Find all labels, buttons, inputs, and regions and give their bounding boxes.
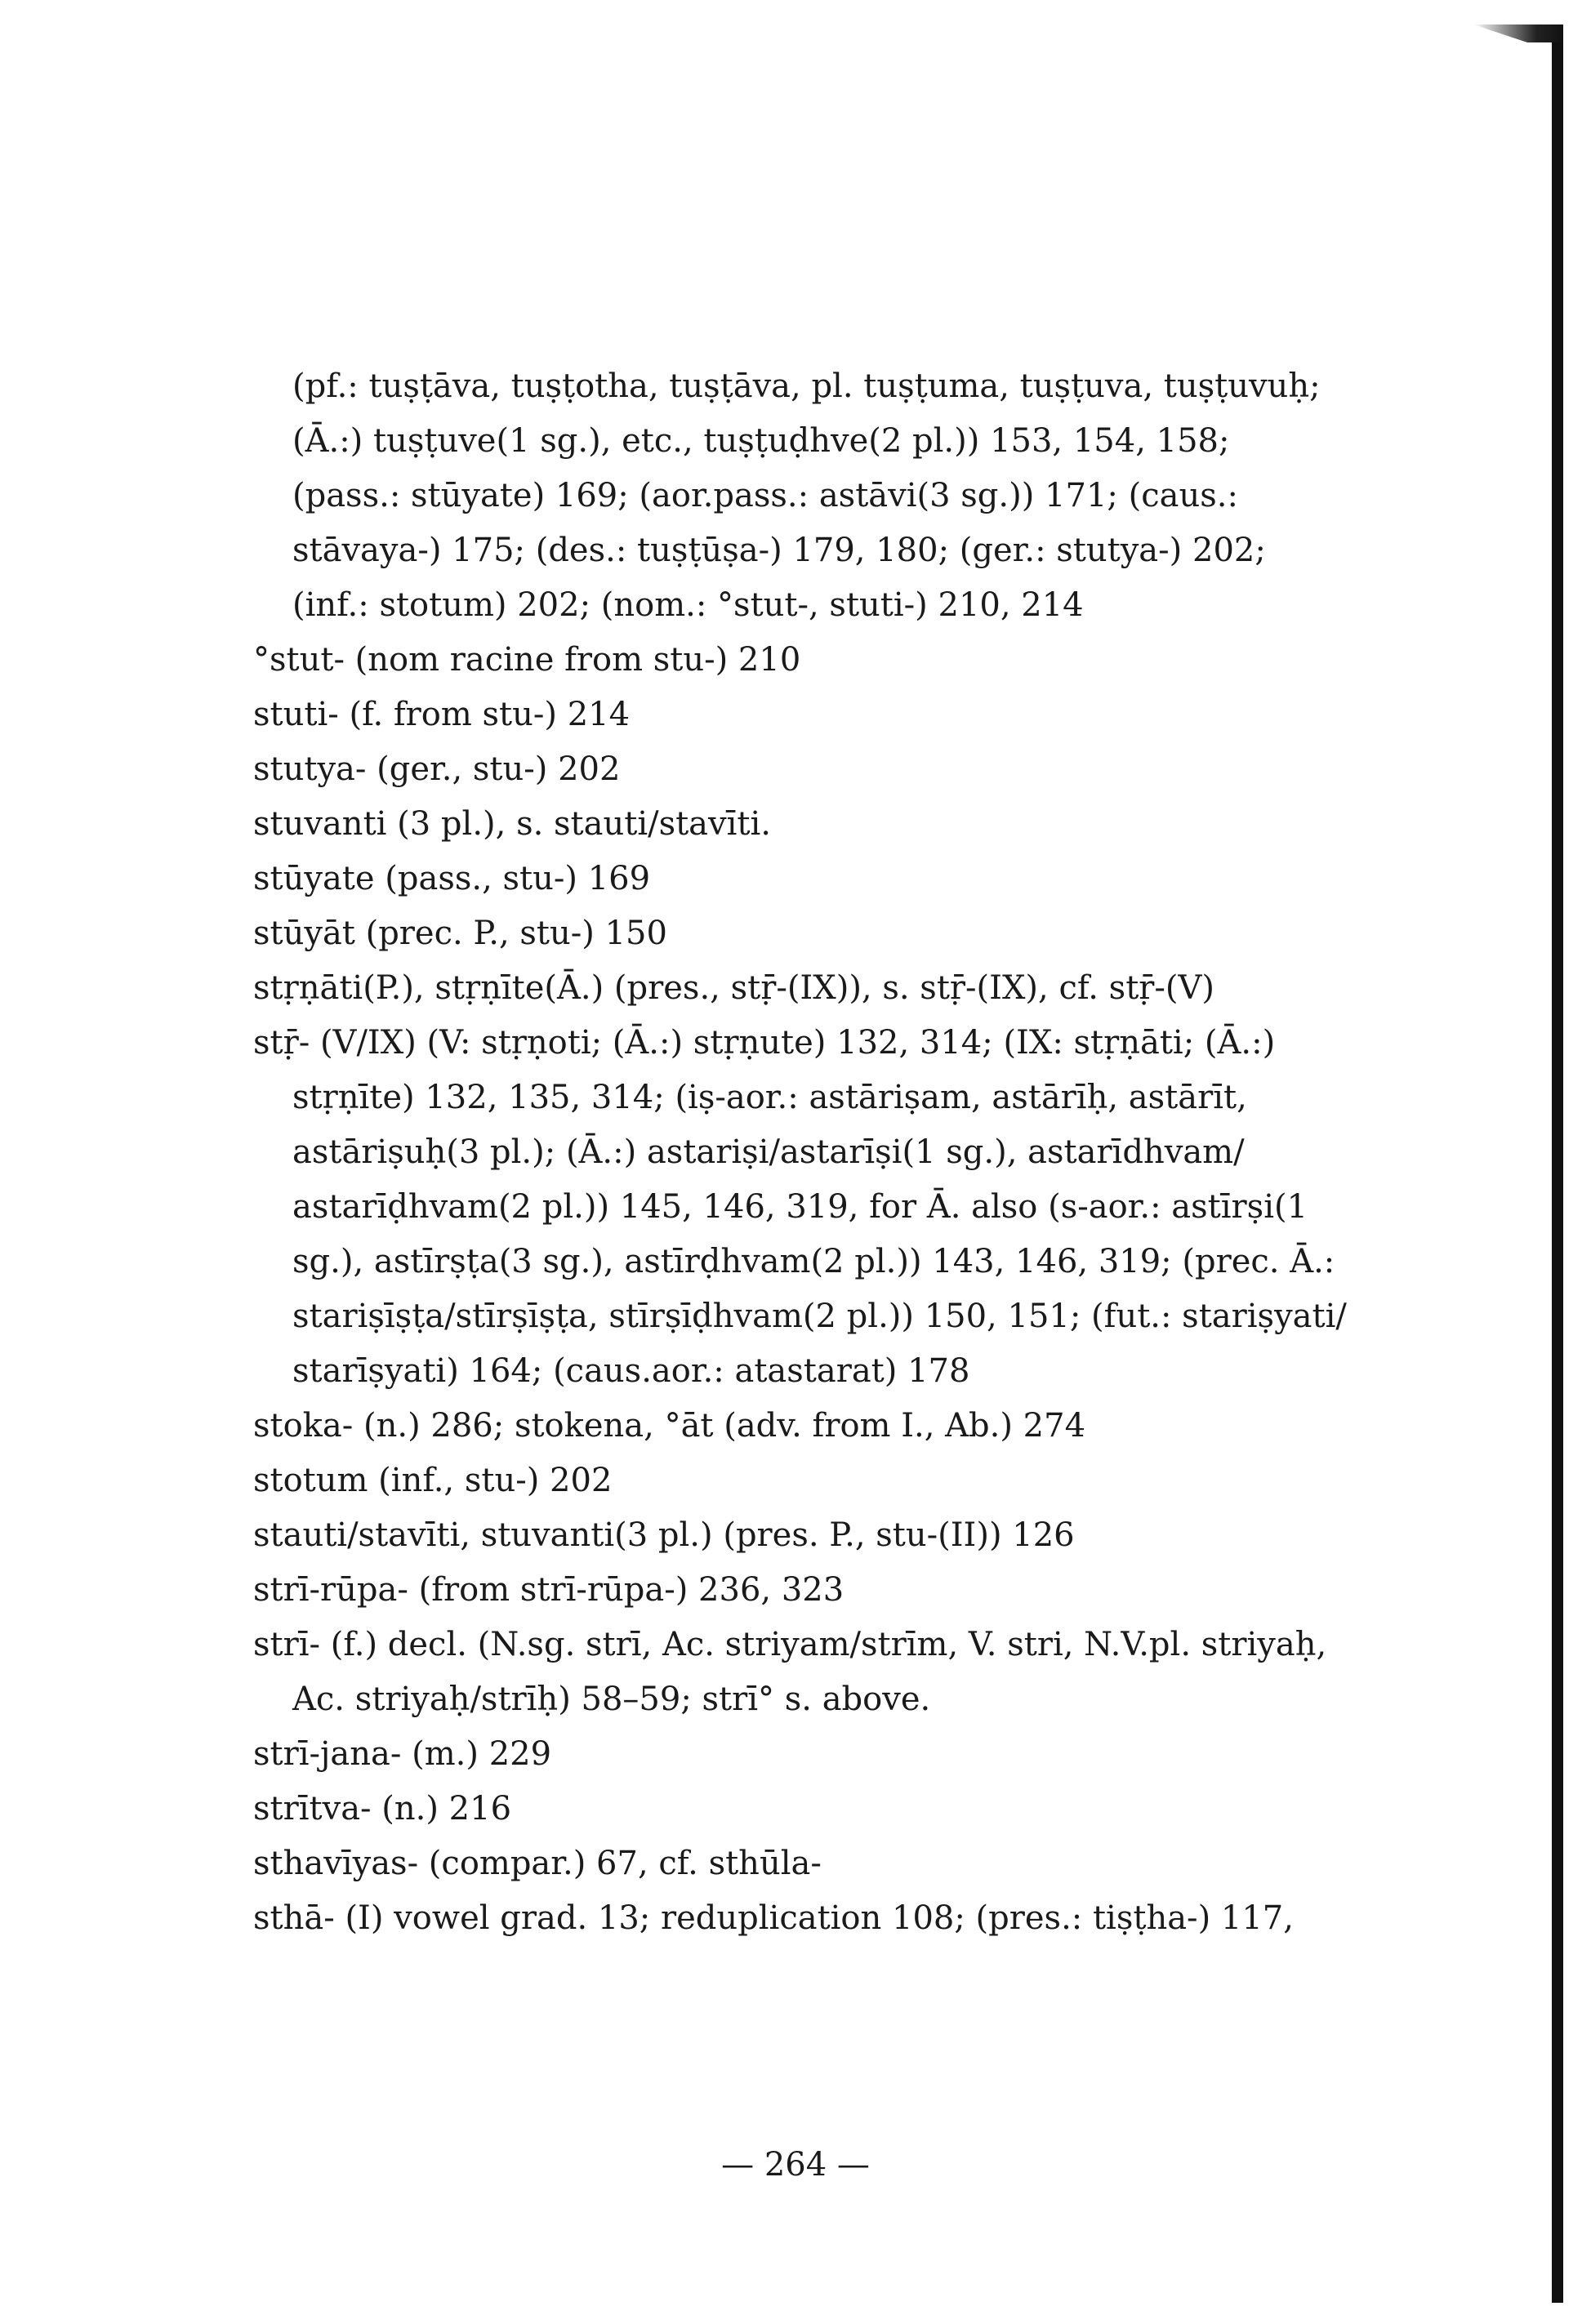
- index-entry: strī-jana- (m.) 229: [253, 1735, 552, 1773]
- index-entry: stṝ- (V/IX) (V: stṛṇoti; (Ā.:) stṛṇute) 132, 314; (IX: stṛṇāti; (Ā.:) stṛṇīte) 132, 135, 314; (iṣ-aor.: astāriṣam, astārīḥ, astārīt, astāriṣuḥ(3 pl.); (Ā.:) astariṣi/astarīṣi(1 sg.), astarīdhvam/ astarīḍhvam(2 pl.)) 145, 146, 319, for Ā. also (s-aor.: astīrṣi(1 sg.), astīrṣṭa(3 sg.), astīrḍhvam(2 pl.)) 143, 146, 319; (prec. Ā.: stariṣīṣṭa/stīrṣīṣṭa, stīrṣīḍhvam(2 pl.)) 150, 151; (fut.: stariṣyati/ starīṣyati) 164; (caus.aor.: atastarat) 178: [253, 1024, 1357, 1390]
- page-edge-bar: [1552, 24, 1563, 2303]
- index-entry: sthā- (I) vowel grad. 13; reduplication 108; (pres.: tiṣṭha-) 117,: [253, 1899, 1294, 1937]
- index-entry: (pf.: tuṣṭāva, tuṣṭotha, tuṣṭāva, pl. tuṣṭuma, tuṣṭuva, tuṣṭuvuḥ; (Ā.:) tuṣṭuve(1 sg.), etc., tuṣṭuḍhve(2 pl.)) 153, 154, 158; (pass.: stūyate) 169; (aor.pass.: astāvi(3 sg.)) 171; (caus.: stāvaya-) 175; (des.: tuṣṭūṣa-) 179, 180; (ger.: stutya-) 202; (inf.: stotum) 202; (nom.: °stut-, stuti-) 210, 214: [292, 367, 1331, 624]
- index-entry: stauti/stavīti, stuvanti(3 pl.) (pres. P., stu-(II)) 126: [253, 1516, 1075, 1554]
- index-entry: strītva- (n.) 216: [253, 1790, 512, 1828]
- index-entry: strī-rūpa- (from strī-rūpa-) 236, 323: [253, 1571, 845, 1609]
- index-entry: stūyate (pass., stu-) 169: [253, 860, 651, 897]
- index-entry: sthavīyas- (compar.) 67, cf. sthūla-: [253, 1845, 822, 1882]
- index-entry: °stut- (nom racine from stu-) 210: [253, 641, 801, 679]
- index-entry: stuti- (f. from stu-) 214: [253, 696, 631, 733]
- index-entry: stotum (inf., stu-) 202: [253, 1462, 613, 1499]
- page-edge-corner: [1473, 24, 1563, 42]
- index-entry: stuvanti (3 pl.), s. stauti/stavīti.: [253, 805, 772, 843]
- index-column: [253, 359, 1357, 1946]
- page-number: — 264 —: [721, 2146, 870, 2184]
- index-entry: strī- (f.) decl. (N.sg. strī, Ac. striyam/strīm, V. stri, N.V.pl. striyaḥ, Ac. striyaḥ/strīḥ) 58–59; strī° s. above.: [253, 1626, 1337, 1718]
- index-entry: stūyāt (prec. P., stu-) 150: [253, 915, 667, 952]
- index-entry: stṛṇāti(P.), stṛṇīte(Ā.) (pres., stṝ-(IX)), s. stṝ-(IX), cf. stṝ-(V): [253, 969, 1215, 1007]
- index-entry: stoka- (n.) 286; stokena, °āt (adv. from I., Ab.) 274: [253, 1407, 1086, 1445]
- index-entry: stutya- (ger., stu-) 202: [253, 750, 621, 788]
